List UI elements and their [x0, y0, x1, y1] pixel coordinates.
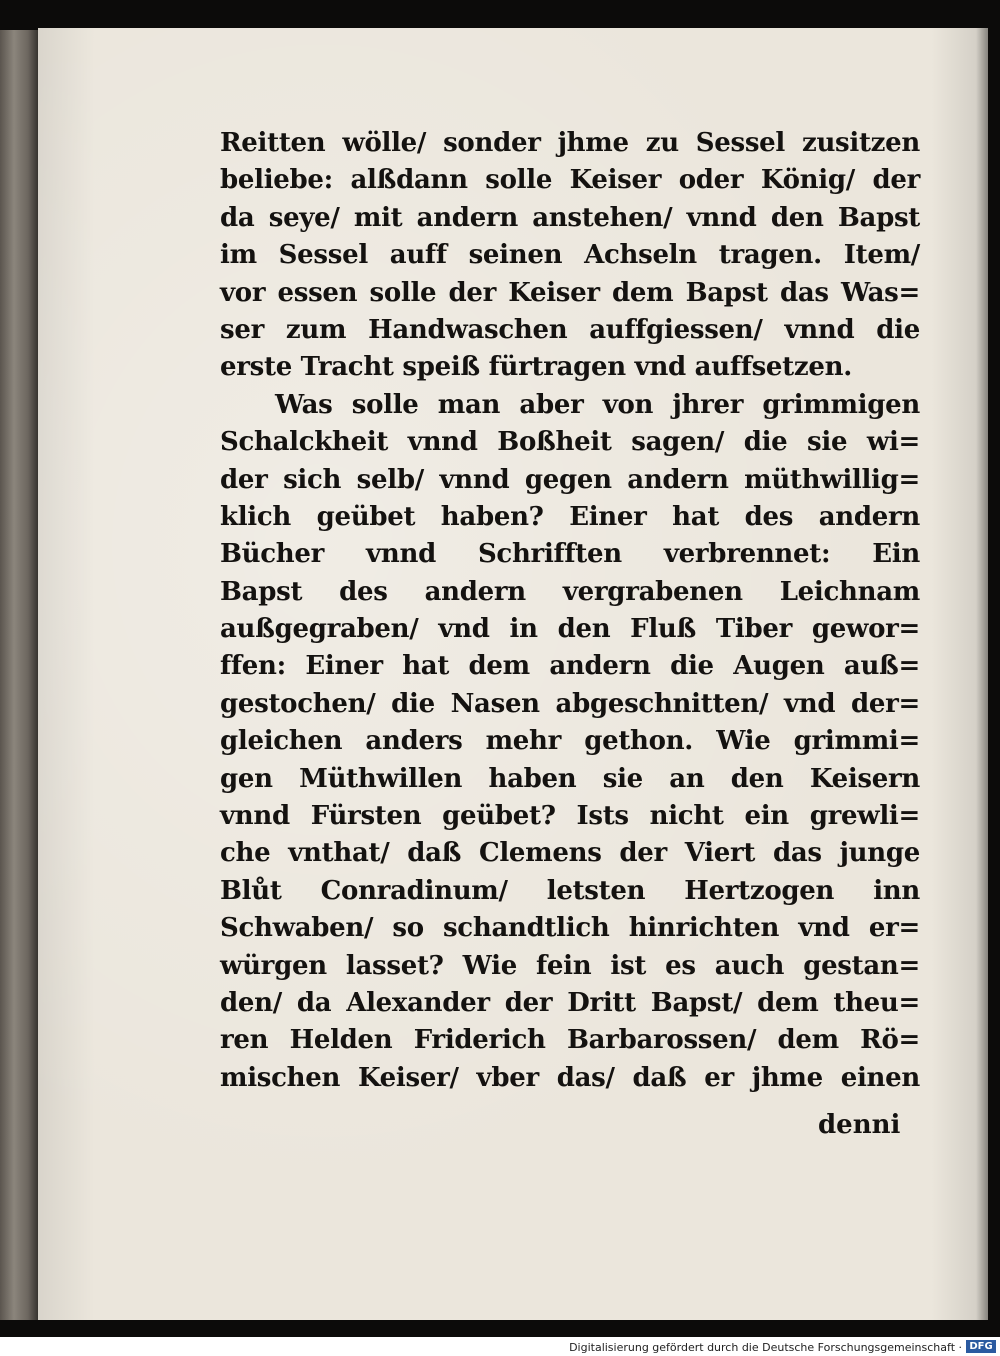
- text-line: ffen: Einer hat dem andern die Augen auß=: [220, 651, 920, 682]
- footer-bar: [0, 1337, 1000, 1356]
- text-line: Schwaben/ so schandtlich hinrichten vnd er=: [220, 913, 920, 944]
- page-shadow: [976, 28, 988, 1320]
- text-line: Bücher vnnd Schrifften verbrennet: Ein: [220, 539, 920, 570]
- text-line: Bapst des andern vergrabenen Leichnam: [220, 576, 920, 607]
- text-line: Blůt Conradinum/ letsten Hertzogen inn: [220, 875, 920, 906]
- text-line: vnnd Fürsten geübet? Ists nicht ein grewli=: [220, 801, 920, 832]
- text-line: da seye/ mit andern anstehen/ vnnd den Bapst: [220, 202, 920, 233]
- text-line: Was solle man aber von jhrer grimmigen: [275, 389, 920, 420]
- text-line: Schalckheit vnnd Boßheit sagen/ die sie wi=: [220, 427, 920, 458]
- text-line: klich geübet haben? Einer hat des andern: [220, 501, 920, 532]
- text-line: der sich selb/ vnnd gegen andern müthwillig=: [220, 464, 920, 495]
- text-line: im Sessel auff seinen Achseln tragen. Item/: [220, 240, 920, 271]
- text-line: beliebe: alßdann solle Keiser oder König/ der: [220, 165, 920, 196]
- body-text: [220, 125, 920, 1097]
- text-line: außgegraben/ vnd in den Fluß Tiber gewor=: [220, 614, 920, 645]
- text-line: würgen lasset? Wie fein ist es auch gestan=: [220, 950, 920, 981]
- dfg-logo-icon: DFG: [966, 1340, 996, 1353]
- text-line: ser zum Handwaschen auffgiessen/ vnnd die: [220, 314, 920, 345]
- text-line: den/ da Alexander der Dritt Bapst/ dem theu=: [220, 987, 920, 1018]
- text-line: mischen Keiser/ vber das/ daß er jhme einen: [220, 1062, 920, 1093]
- funding-credit: Digitalisierung gefördert durch die Deutsche Forschungsgemeinschaft ·: [569, 1341, 962, 1354]
- text-line: vor essen solle der Keiser dem Bapst das Was=: [220, 277, 920, 308]
- text-line: erste Tracht speiß fürtragen vnd auffsetzen.: [220, 352, 852, 383]
- catchword: denni: [818, 1110, 901, 1140]
- text-line: Reitten wölle/ sonder jhme zu Sessel zusitzen: [220, 128, 920, 158]
- text-line: gen Müthwillen haben sie an den Keisern: [220, 763, 920, 794]
- text-line: gleichen anders mehr gethon. Wie grimmi=: [220, 726, 920, 757]
- text-line: ren Helden Friderich Barbarossen/ dem Rö=: [220, 1025, 920, 1056]
- book-edge: [0, 30, 40, 1320]
- text-line: che vnthat/ daß Clemens der Viert das junge: [220, 838, 920, 869]
- text-line: gestochen/ die Nasen abgeschnitten/ vnd der=: [220, 688, 920, 719]
